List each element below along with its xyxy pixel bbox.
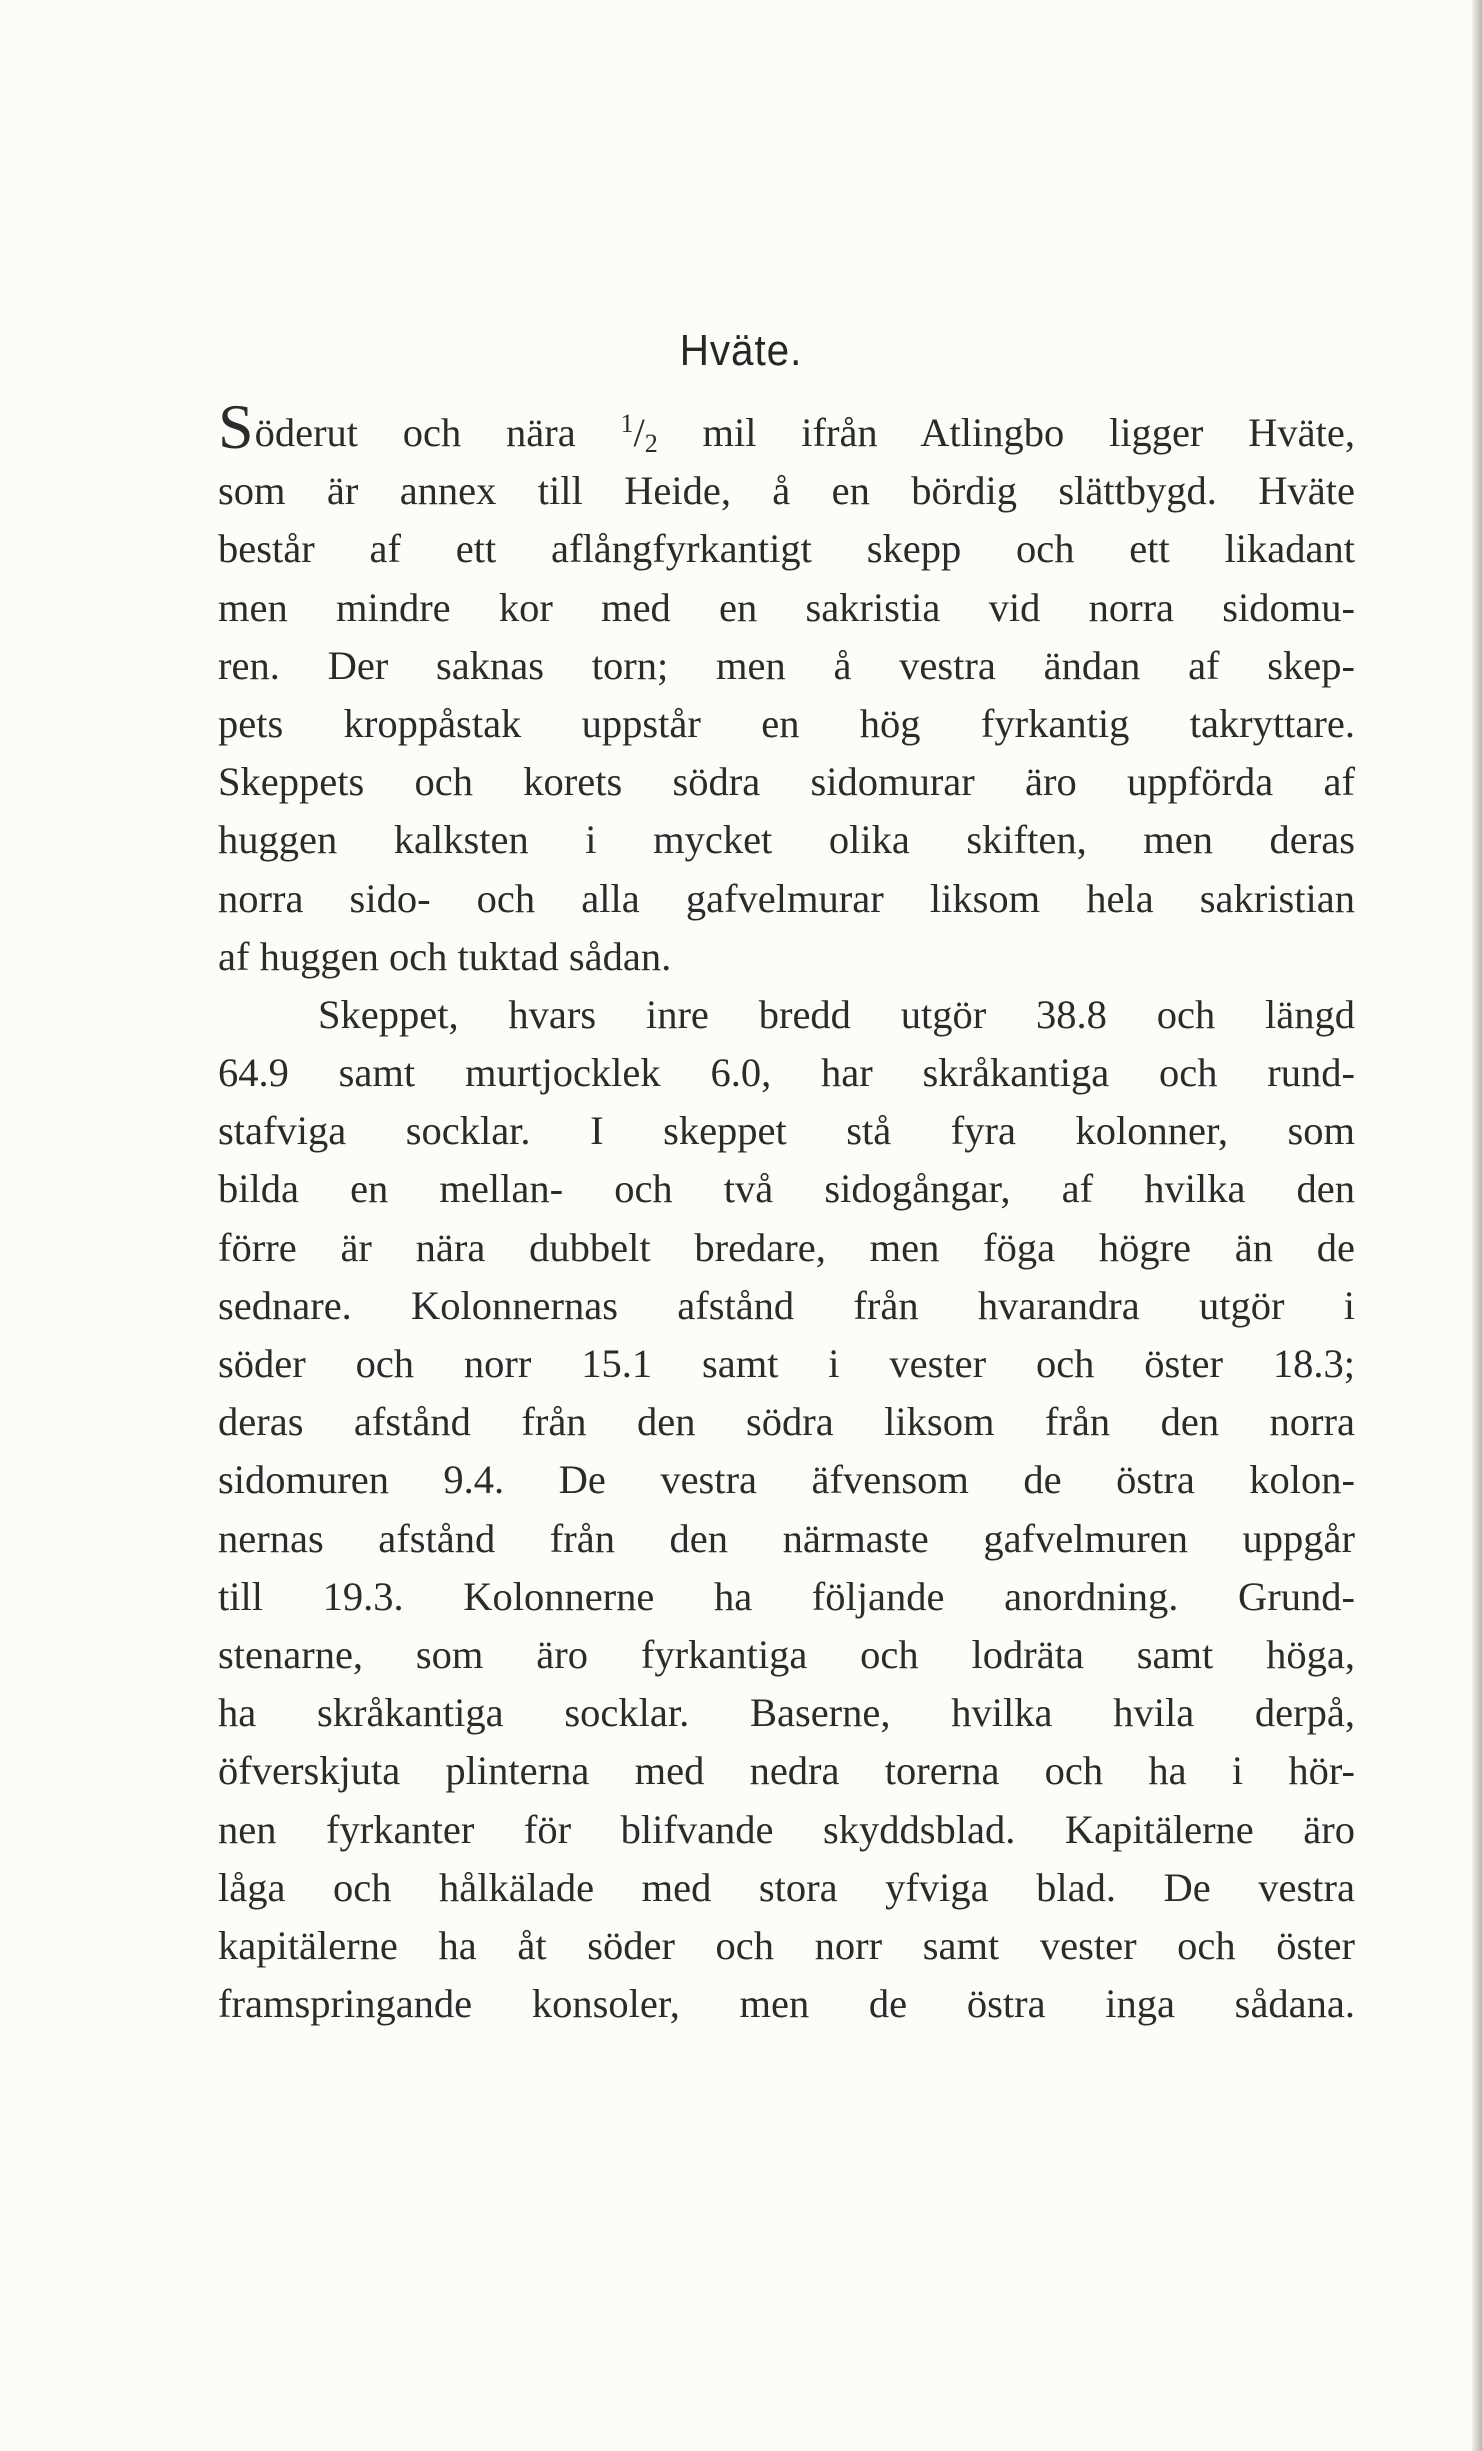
text-line: pets kroppåstak uppstår en hög fyrkantig takryttare. [218, 700, 1355, 746]
page-edge-shadow [1472, 0, 1482, 2451]
text-line: ha skråkantiga socklar. Baserne, hvilka hvila derpå, [218, 1690, 1355, 1736]
body-text [218, 391, 1355, 2033]
page-heading: Hväte. [679, 326, 803, 375]
fraction-denominator: 2 [644, 429, 658, 458]
text-line: som är annex till Heide, å en bördig slättbygd. Hväte [218, 468, 1355, 514]
text-line: ren. Der saknas torn; men å vestra ändan af skep- [218, 642, 1355, 688]
text-line: låga och hålkälade med stora yfviga blad. De vestra [218, 1864, 1355, 1910]
text-line: nernas afstånd från den närmaste gafvelmuren uppgår [218, 1515, 1355, 1561]
text-line: sednare. Kolonnernas afstånd från hvarandra utgör i [218, 1282, 1355, 1328]
text-line: består af ett aflångfyrkantigt skepp och ett likadant [218, 526, 1355, 572]
text-line: Skeppets och korets södra sidomurar äro uppförda af [218, 759, 1355, 805]
text-line: sidomuren 9.4. De vestra äfvensom de östra kolon- [218, 1457, 1355, 1503]
text-line: stafviga socklar. I skeppet stå fyra kolonner, som [218, 1108, 1355, 1154]
text-line-1 [218, 391, 1355, 462]
text-line: stenarne, som äro fyrkantiga och lodräta samt höga, [218, 1631, 1355, 1677]
drop-cap: S [218, 391, 254, 462]
fraction-slash: / [633, 410, 645, 455]
text-line: 64.9 samt murtjocklek 6.0, har skråkantiga och rund- [218, 1050, 1355, 1096]
line-1-start: öderut och nära [254, 410, 621, 455]
text-line: till 19.3. Kolonnerne ha följande anordning. Grund- [218, 1573, 1355, 1619]
text-line: framspringande konsoler, men de östra inga sådana. [218, 1981, 1355, 2027]
text-line: öfverskjuta plinterna med nedra torerna och ha i hör- [218, 1748, 1355, 1794]
text-line: förre är nära dubbelt bredare, men föga högre än de [218, 1224, 1355, 1270]
text-line: norra sido- och alla gafvelmurar liksom hela sakristian [218, 875, 1355, 921]
text-line: söder och norr 15.1 samt i vester och öster 18.3; [218, 1341, 1355, 1386]
text-line: bilda en mellan- och två sidogångar, af hvilka den [218, 1166, 1355, 1212]
text-line: men mindre kor med en sakristia vid norra sidomu- [218, 584, 1355, 630]
line-1-end: mil ifrån Atlingbo ligger Hväte, [657, 410, 1355, 455]
text-line: huggen kalksten i mycket olika skiften, men deras [218, 817, 1355, 863]
text-line-paragraph-end: af huggen och tuktad sådan. [218, 933, 672, 979]
text-line: nen fyrkanter för blifvande skyddsblad. Kapitälerne äro [218, 1806, 1355, 1852]
text-line: kapitälerne ha åt söder och norr samt vester och öster [218, 1922, 1355, 1968]
text-line-paragraph-start: Skeppet, hvars inre bredd utgör 38.8 och längd [318, 991, 1355, 1037]
text-line: deras afstånd från den södra liksom från den norra [218, 1399, 1355, 1445]
fraction-numerator: 1 [620, 409, 634, 438]
